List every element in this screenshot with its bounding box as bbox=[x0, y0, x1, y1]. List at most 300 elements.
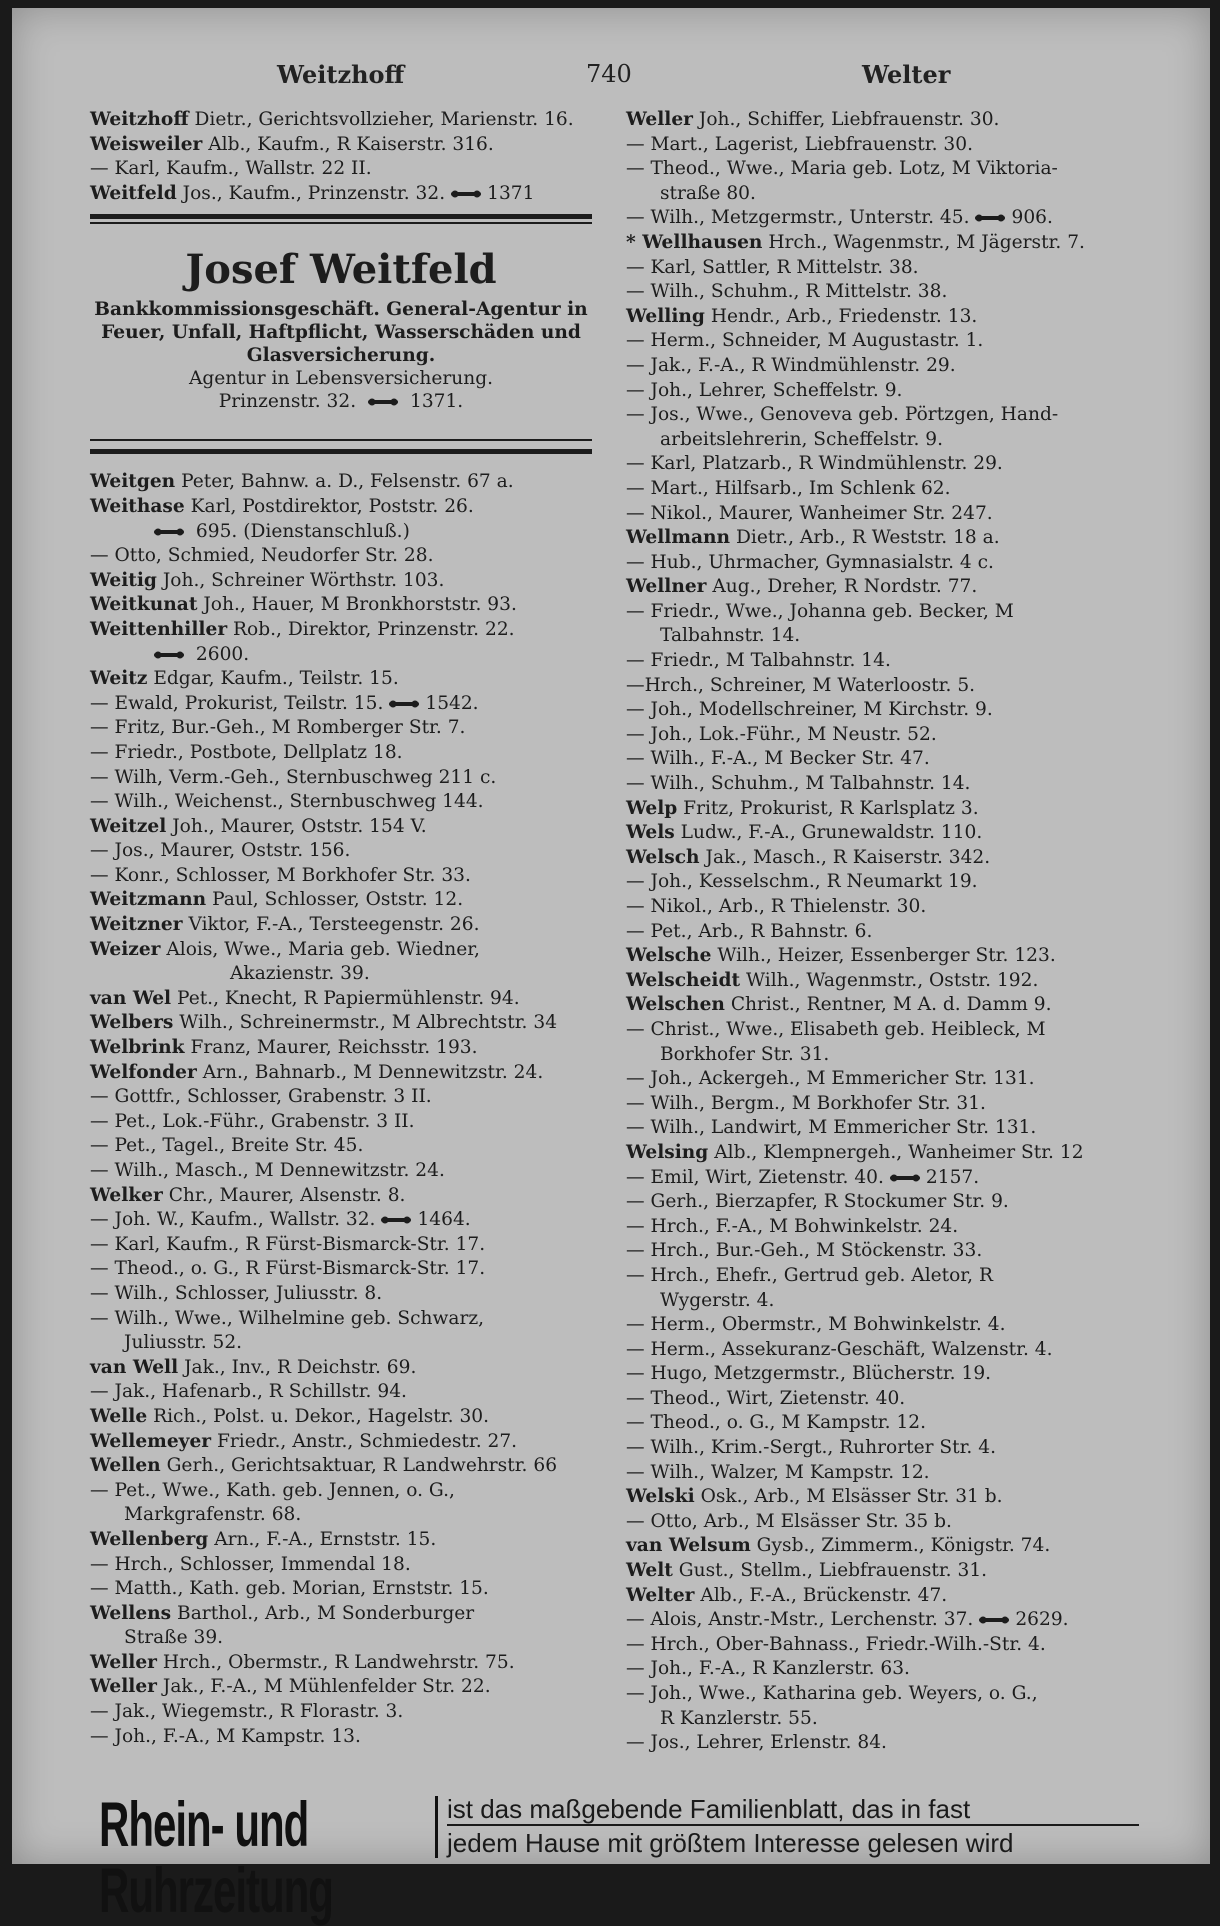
entry-surname: Weizer bbox=[90, 938, 161, 960]
directory-entry bbox=[626, 649, 1146, 674]
entry-details: Akazienstr. 39. bbox=[230, 963, 370, 985]
entry-details: Paul, Schlosser, Oststr. 12. bbox=[206, 889, 464, 911]
entry-details: — Mart., Lagerist, Liebfrauenstr. 30. bbox=[626, 133, 973, 155]
entry-details: 695. (Dienstanschluß.) bbox=[190, 520, 410, 542]
entry-surname: Weitfeld bbox=[90, 182, 177, 204]
directory-entry bbox=[626, 1731, 1146, 1756]
directory-entry bbox=[90, 987, 610, 1012]
entry-phone: 906. bbox=[1011, 207, 1053, 229]
directory-entry bbox=[626, 624, 1146, 649]
telephone-icon bbox=[973, 213, 1007, 223]
entry-details: — Emil, Wirt, Zietenstr. 40. bbox=[626, 1166, 884, 1188]
entry-surname: Weitgen bbox=[90, 471, 176, 493]
entry-details: Juliusstr. 52. bbox=[124, 1332, 243, 1354]
directory-entry bbox=[90, 1651, 610, 1676]
directory-entry bbox=[90, 1134, 610, 1159]
entry-details: Dietr., Gerichtsvollzieher, Marienstr. 16. bbox=[188, 109, 574, 130]
entry-surname: Wellens bbox=[90, 1602, 172, 1624]
entry-details: Viktor, F.-A., Tersteegenstr. 26. bbox=[182, 914, 480, 936]
entry-details: — Nikol., Arb., R Thielenstr. 30. bbox=[626, 896, 927, 917]
entry-surname: Weithase bbox=[90, 495, 185, 517]
entry-surname: Welski bbox=[626, 1486, 695, 1508]
entry-details: — Jos., Maurer, Oststr. 156. bbox=[90, 840, 351, 862]
directory-entry bbox=[90, 1208, 610, 1233]
entry-details: — Hrch., Schlosser, Immendal 18. bbox=[90, 1553, 411, 1575]
directory-entry bbox=[90, 133, 610, 158]
entry-details: — Joh. W., Kaufm., Wallstr. 32. bbox=[90, 1209, 376, 1231]
entry-surname: Welsing bbox=[626, 1141, 709, 1163]
entry-details: — Jak., Hafenarb., R Schillstr. 94. bbox=[90, 1381, 407, 1403]
entry-phone: 1542. bbox=[425, 692, 479, 714]
directory-entry bbox=[626, 551, 1146, 576]
entry-details: Jak., F.-A., M Mühlenfelder Str. 22. bbox=[156, 1676, 491, 1698]
entry-details: — Wilh., F.-A., M Becker Str. 47. bbox=[626, 748, 930, 770]
directory-entry bbox=[626, 1264, 1146, 1289]
entry-details: Chr., Maurer, Alsenstr. 8. bbox=[162, 1184, 406, 1206]
directory-entry bbox=[626, 1166, 1146, 1191]
directory-entry bbox=[626, 354, 1146, 379]
directory-entry bbox=[90, 1454, 610, 1479]
entry-surname: Weittenhiller bbox=[90, 618, 228, 640]
entry-details: — Wilh., Bergm., M Borkhofer Str. 31. bbox=[626, 1092, 986, 1114]
entry-surname: Weitkunat bbox=[90, 594, 198, 616]
directory-entry bbox=[626, 846, 1146, 871]
entry-details: — Friedr., Postbote, Dellplatz 18. bbox=[90, 741, 403, 763]
footer-line-1: ist das maßgebende Familienblatt, das in fast bbox=[447, 1794, 971, 1824]
entry-details: Jak., Masch., R Kaiserstr. 342. bbox=[699, 846, 991, 868]
entry-details: — Wilh, Verm.-Geh., Sternbuschweg 211 c. bbox=[90, 766, 497, 788]
directory-entry bbox=[90, 716, 610, 741]
telephone-icon bbox=[152, 650, 186, 660]
entry-details: Aug., Dreher, R Nordstr. 77. bbox=[706, 576, 978, 598]
entry-surname: van Well bbox=[90, 1356, 179, 1378]
directory-entry bbox=[90, 1233, 610, 1258]
directory-entry bbox=[626, 1707, 1146, 1732]
directory-entry bbox=[90, 544, 610, 569]
directory-entry bbox=[90, 569, 610, 594]
entry-details: Wilh., Schreinermstr., M Albrechtstr. 34 bbox=[173, 1012, 558, 1034]
entry-details: — Otto, Arb., M Elsässer Str. 35 b. bbox=[626, 1510, 952, 1532]
directory-entry bbox=[626, 944, 1146, 969]
entry-details: — Hrch., Ober-Bahnass., Friedr.-Wilh.-Str. 4. bbox=[626, 1633, 1046, 1655]
directory-entry bbox=[626, 1141, 1146, 1166]
directory-entry bbox=[90, 1307, 610, 1332]
directory-entry bbox=[626, 1485, 1146, 1510]
left-column bbox=[90, 108, 610, 1749]
entry-phone: 1371 bbox=[487, 182, 535, 204]
directory-entry bbox=[626, 452, 1146, 477]
directory-entry bbox=[90, 182, 610, 207]
entry-details: Rich., Polst. u. Dekor., Hagelstr. 30. bbox=[147, 1405, 490, 1427]
directory-entry bbox=[90, 913, 610, 938]
entry-surname: Wellner bbox=[626, 576, 707, 598]
entry-details: — Joh., Kesselschm., R Neumarkt 19. bbox=[626, 871, 978, 893]
entry-details: — Konr., Schlosser, M Borkhofer Str. 33. bbox=[90, 864, 471, 886]
telephone-icon bbox=[387, 699, 421, 709]
entry-details: — Fritz, Bur.-Geh., M Romberger Str. 7. bbox=[90, 717, 466, 739]
entry-details: Hrch., Wagenmstr., M Jägerstr. 7. bbox=[762, 231, 1085, 253]
entry-surname: Welbers bbox=[90, 1012, 174, 1034]
entry-details: Rob., Direktor, Prinzenstr. 22. bbox=[227, 618, 515, 640]
directory-entry bbox=[626, 747, 1146, 772]
entry-details: Jos., Kaufm., Prinzenstr. 32. bbox=[176, 182, 446, 204]
entry-details: — Theod., o. G., M Kampstr. 12. bbox=[626, 1412, 927, 1434]
entry-details: Friedr., Anstr., Schmiedestr. 27. bbox=[211, 1430, 518, 1452]
directory-entry bbox=[90, 864, 610, 889]
directory-entry bbox=[626, 231, 1146, 256]
entry-details: — Wilh., Landwirt, M Emmericher Str. 131. bbox=[626, 1117, 1037, 1139]
page-number: 740 bbox=[586, 60, 632, 88]
entry-details: — Joh., F.-A., R Kanzlerstr. 63. bbox=[626, 1658, 910, 1680]
entry-details: — Wilh., Schuhm., R Mittelstr. 38. bbox=[626, 281, 948, 303]
directory-entry bbox=[626, 133, 1146, 158]
entry-details: — Wilh., Walzer, M Kampstr. 12. bbox=[626, 1461, 930, 1483]
directory-entry bbox=[90, 1282, 610, 1307]
directory-entry bbox=[90, 1356, 610, 1381]
entry-details: — Hrch., Bur.-Geh., M Stöckenstr. 33. bbox=[626, 1240, 983, 1262]
entry-details: — Herm., Schneider, M Augustastr. 1. bbox=[626, 330, 984, 352]
directory-entry bbox=[626, 379, 1146, 404]
entry-surname: Welling bbox=[626, 305, 705, 327]
entry-details: — Joh., Modellschreiner, M Kirchstr. 9. bbox=[626, 699, 993, 721]
entry-details: Fritz, Prokurist, R Karlsplatz 3. bbox=[677, 797, 979, 819]
entry-details: — Joh., Wwe., Katharina geb. Weyers, o. G., bbox=[626, 1683, 1038, 1704]
entry-surname: Wellen bbox=[90, 1455, 161, 1477]
directory-entry bbox=[626, 182, 1146, 207]
entry-surname: Welp bbox=[626, 797, 678, 819]
entry-surname: Weller bbox=[90, 1651, 157, 1673]
entry-details: Wygerstr. 4. bbox=[660, 1289, 775, 1311]
directory-entry bbox=[626, 1239, 1146, 1264]
directory-entry bbox=[626, 698, 1146, 723]
entry-details: — Pet., Tagel., Breite Str. 45. bbox=[90, 1135, 364, 1157]
entry-surname: Wellmann bbox=[626, 527, 731, 549]
directory-entry bbox=[626, 206, 1146, 231]
telephone-icon bbox=[152, 527, 186, 537]
directory-entry bbox=[626, 1215, 1146, 1240]
directory-entry bbox=[626, 428, 1146, 453]
entry-details: — Theod., Wwe., Maria geb. Lotz, M Viktoria- bbox=[626, 158, 1058, 180]
directory-entry bbox=[90, 1479, 610, 1504]
entry-surname: Welschen bbox=[626, 994, 725, 1016]
entry-details: — Karl, Kaufm., Wallstr. 22 II. bbox=[90, 158, 372, 180]
directory-entry bbox=[90, 470, 610, 495]
ad-line-5 bbox=[90, 390, 592, 413]
entry-details: Straße 39. bbox=[124, 1627, 224, 1649]
entry-details: — Joh., F.-A., M Kampstr. 13. bbox=[90, 1725, 361, 1747]
directory-entry bbox=[90, 1430, 610, 1455]
directory-entry bbox=[90, 888, 610, 913]
directory-entry bbox=[626, 870, 1146, 895]
directory-entry bbox=[626, 723, 1146, 748]
entry-details: — Jak., F.-A., R Windmühlenstr. 29. bbox=[626, 354, 956, 376]
directory-entry bbox=[90, 1011, 610, 1036]
entry-details: Joh., Hauer, M Bronkhorststr. 93. bbox=[197, 594, 517, 616]
entry-details: Alois, Wwe., Maria geb. Wiedner, bbox=[160, 938, 480, 960]
directory-entry bbox=[626, 1633, 1146, 1658]
directory-entry bbox=[90, 495, 610, 520]
entry-details: — Ewald, Prokurist, Teilstr. 15. bbox=[90, 692, 384, 714]
ad-rule-top bbox=[90, 214, 592, 219]
entry-details: — Gottfr., Schlosser, Grabenstr. 3 II. bbox=[90, 1086, 432, 1108]
entry-details: Joh., Schreiner Wörthstr. 103. bbox=[156, 569, 445, 591]
directory-entry bbox=[626, 526, 1146, 551]
advertisement bbox=[90, 214, 610, 454]
telephone-icon bbox=[449, 189, 483, 199]
ad-line-4: Agentur in Lebensversicherung. bbox=[188, 368, 494, 390]
entry-surname: Welfonder bbox=[90, 1061, 197, 1083]
entry-details: — Wilh., Weichenst., Sternbuschweg 144. bbox=[90, 791, 484, 813]
directory-entry bbox=[626, 1190, 1146, 1215]
entry-details: Edgar, Kaufm., Teilstr. 15. bbox=[147, 668, 399, 690]
telephone-icon bbox=[379, 1215, 413, 1225]
directory-entry bbox=[90, 520, 610, 545]
directory-entry bbox=[626, 1559, 1146, 1584]
entry-details: — Jos., Wwe., Genoveva geb. Pörtzgen, Hand- bbox=[626, 404, 1059, 426]
entry-details: —Hrch., Schreiner, M Waterloostr. 5. bbox=[626, 674, 976, 696]
entry-details: Jak., Inv., R Deichstr. 69. bbox=[178, 1356, 417, 1378]
directory-entry bbox=[90, 643, 610, 668]
entry-details: Gysb., Zimmerm., Königstr. 74. bbox=[750, 1535, 1051, 1557]
entry-phone: 2629. bbox=[1015, 1609, 1069, 1631]
entry-surname: Weitzner bbox=[90, 914, 183, 936]
directory-entry bbox=[626, 477, 1146, 502]
entry-details: — Wilh., Masch., M Dennewitzstr. 24. bbox=[90, 1160, 445, 1181]
entry-phone: 2157. bbox=[925, 1166, 980, 1188]
entry-surname: Welker bbox=[90, 1184, 163, 1206]
directory-entry bbox=[90, 1184, 610, 1209]
ad-rule-bottom-thin bbox=[90, 439, 592, 441]
entry-details: Arn., F.-A., Ernststr. 15. bbox=[208, 1528, 437, 1550]
directory-entry bbox=[90, 1085, 610, 1110]
directory-entry bbox=[626, 821, 1146, 846]
directory-entry bbox=[626, 772, 1146, 797]
entry-details: — Joh., Lehrer, Scheffelstr. 9. bbox=[626, 379, 903, 401]
entry-details: Gerh., Gerichtsaktuar, R Landwehrstr. 66 bbox=[160, 1455, 558, 1477]
telephone-icon bbox=[888, 1173, 922, 1183]
directory-entry bbox=[90, 667, 610, 692]
directory-entry bbox=[626, 797, 1146, 822]
entry-details: — Friedr., M Talbahnstr. 14. bbox=[626, 650, 891, 672]
entry-details: — Wilh., Wwe., Wilhelmine geb. Schwarz, bbox=[90, 1307, 485, 1329]
entry-details: — Joh., Lok.-Führ., M Neustr. 52. bbox=[626, 723, 937, 745]
directory-entry bbox=[90, 1405, 610, 1430]
entry-details: — Hub., Uhrmacher, Gymnasialstr. 4 c. bbox=[626, 551, 994, 573]
entry-details: Hendr., Arb., Friedenstr. 13. bbox=[704, 305, 978, 327]
directory-entry bbox=[90, 618, 610, 643]
entry-details: — Karl, Kaufm., R Fürst-Bismarck-Str. 17. bbox=[90, 1233, 486, 1255]
entry-details: — Mart., Hilfsarb., Im Schlenk 62. bbox=[626, 477, 951, 499]
directory-entry bbox=[90, 108, 610, 133]
entry-details: Ludw., F.-A., Grunewaldstr. 110. bbox=[674, 822, 983, 844]
entry-details: — Pet., Arb., R Bahnstr. 6. bbox=[626, 920, 873, 942]
directory-entry bbox=[626, 1092, 1146, 1117]
directory-entry bbox=[90, 1528, 610, 1553]
directory-entry bbox=[626, 1387, 1146, 1412]
entry-details: — Nikol., Maurer, Wanheimer Str. 247. bbox=[626, 502, 993, 524]
header-right-keyword: Welter bbox=[862, 60, 951, 89]
entry-details: Peter, Bahnw. a. D., Felsenstr. 67 a. bbox=[175, 471, 514, 493]
directory-entry bbox=[90, 741, 610, 766]
entry-details: Joh., Maurer, Oststr. 154 V. bbox=[166, 815, 427, 837]
ad-phone: 1371. bbox=[409, 391, 464, 413]
directory-entry bbox=[626, 1116, 1146, 1141]
entry-details: — Joh., Ackergeh., M Emmericher Str. 131. bbox=[626, 1068, 1035, 1090]
right-column bbox=[626, 108, 1146, 1756]
directory-entry bbox=[626, 1608, 1146, 1633]
directory-entry bbox=[626, 403, 1146, 428]
entry-details: — Pet., Lok.-Führ., Grabenstr. 3 II. bbox=[90, 1110, 415, 1132]
entry-details: R Kanzlerstr. 55. bbox=[660, 1707, 818, 1729]
telephone-icon bbox=[366, 397, 400, 407]
entry-details: — Theod., Wirt, Zietenstr. 40. bbox=[626, 1387, 906, 1409]
directory-entry bbox=[626, 280, 1146, 305]
ad-title: Josef Weitfeld bbox=[185, 246, 497, 294]
directory-entry bbox=[626, 1362, 1146, 1387]
directory-entry bbox=[90, 790, 610, 815]
entry-surname: Weller bbox=[90, 1676, 157, 1698]
ad-address: Prinzenstr. 32. bbox=[218, 391, 357, 413]
directory-entry bbox=[626, 108, 1146, 133]
entry-surname: Welsche bbox=[626, 945, 712, 967]
entry-surname: Weitzmann bbox=[90, 889, 207, 911]
entry-surname: Weisweiler bbox=[90, 133, 203, 155]
ad-line-3: Glasversicherung. bbox=[246, 345, 436, 367]
directory-entry bbox=[90, 1380, 610, 1405]
entry-details: — Jak., Wiegemstr., R Florastr. 3. bbox=[90, 1701, 404, 1723]
entry-details: — Alois, Anstr.-Mstr., Lerchenstr. 37. bbox=[626, 1609, 974, 1631]
entry-details: Arn., Bahnarb., M Dennewitzstr. 24. bbox=[196, 1061, 544, 1083]
footer-line-2: jedem Hause mit größtem Interesse gelesen wird bbox=[447, 1828, 1014, 1858]
directory-entry bbox=[626, 1338, 1146, 1363]
entry-surname: Welbrink bbox=[90, 1037, 185, 1059]
left-entries-bottom bbox=[90, 470, 610, 1749]
entry-details: Markgrafenstr. 68. bbox=[124, 1504, 302, 1526]
entry-details: — Herm., Assekuranz-Geschäft, Walzenstr. 4. bbox=[626, 1338, 1053, 1360]
left-entries-top bbox=[90, 108, 610, 206]
directory-page bbox=[12, 8, 1210, 1926]
directory-entry bbox=[626, 305, 1146, 330]
directory-entry bbox=[626, 1018, 1146, 1043]
entry-surname: Wels bbox=[626, 822, 675, 844]
directory-entry bbox=[90, 766, 610, 791]
entry-surname: Welsch bbox=[626, 846, 700, 868]
directory-entry bbox=[90, 962, 610, 987]
entry-details: — Christ., Wwe., Elisabeth geb. Heibleck, M bbox=[626, 1018, 1046, 1040]
directory-entry bbox=[626, 1289, 1146, 1314]
entry-phone: 1464. bbox=[417, 1209, 471, 1231]
directory-entry bbox=[90, 1626, 610, 1651]
ad-line-2: Feuer, Unfall, Haftpflicht, Wasserschäden und bbox=[101, 322, 581, 344]
entry-surname: Weitzhoff bbox=[90, 109, 189, 130]
directory-entry bbox=[90, 1331, 610, 1356]
directory-entry bbox=[90, 1159, 610, 1184]
entry-surname: Welscheidt bbox=[626, 969, 741, 991]
ad-line-1: Bankkommissionsgeschäft. General-Agentur in bbox=[94, 299, 588, 321]
entry-details: Barthol., Arb., M Sonderburger bbox=[171, 1602, 475, 1624]
footer-rule bbox=[447, 1824, 1139, 1826]
directory-entry bbox=[90, 1503, 610, 1528]
entry-details: Pet., Knecht, R Papiermühlenstr. 94. bbox=[171, 987, 520, 1009]
footer-brand: Rhein- und Ruhrzeitung bbox=[99, 1789, 333, 1926]
directory-entry bbox=[626, 329, 1146, 354]
directory-entry bbox=[626, 1313, 1146, 1338]
entry-details: — Jos., Lehrer, Erlenstr. 84. bbox=[626, 1732, 887, 1754]
entry-surname: Weitzel bbox=[90, 815, 167, 837]
directory-entry bbox=[626, 502, 1146, 527]
directory-entry bbox=[90, 815, 610, 840]
directory-entry bbox=[90, 1061, 610, 1086]
directory-entry bbox=[90, 938, 610, 963]
entry-surname: van Wel bbox=[90, 987, 172, 1009]
entry-details: — Karl, Sattler, R Mittelstr. 38. bbox=[626, 256, 919, 278]
ad-rule-top-thin bbox=[90, 222, 592, 224]
entry-details: — Wilh., Schlosser, Juliusstr. 8. bbox=[90, 1282, 383, 1304]
directory-entry bbox=[626, 1510, 1146, 1535]
entry-details: Alb., Klempnergeh., Wanheimer Str. 12 bbox=[708, 1141, 1084, 1163]
entry-surname: Welle bbox=[90, 1405, 148, 1427]
entry-details: — Wilh., Krim.-Sergt., Ruhrorter Str. 4. bbox=[626, 1437, 996, 1459]
entry-details: Franz, Maurer, Reichsstr. 193. bbox=[184, 1037, 478, 1059]
entry-details: — Otto, Schmied, Neudorfer Str. 28. bbox=[90, 545, 434, 567]
directory-entry bbox=[626, 1682, 1146, 1707]
directory-entry bbox=[90, 1110, 610, 1135]
directory-entry bbox=[90, 1036, 610, 1061]
entry-surname: Weitig bbox=[90, 569, 157, 591]
entry-details: Karl, Postdirektor, Poststr. 26. bbox=[184, 495, 474, 517]
entry-details: Dietr., Arb., R Weststr. 18 a. bbox=[730, 527, 1000, 549]
directory-entry bbox=[90, 1553, 610, 1578]
directory-entry bbox=[90, 1257, 610, 1282]
directory-entry bbox=[626, 1043, 1146, 1068]
directory-entry bbox=[626, 920, 1146, 945]
entry-surname: van Welsum bbox=[626, 1535, 751, 1557]
directory-entry bbox=[626, 1584, 1146, 1609]
directory-entry bbox=[90, 157, 610, 182]
directory-entry bbox=[90, 1725, 610, 1750]
directory-entry bbox=[90, 839, 610, 864]
entry-details: — Friedr., Wwe., Johanna geb. Becker, M bbox=[626, 600, 1014, 622]
directory-entry bbox=[626, 1436, 1146, 1461]
directory-entry bbox=[90, 593, 610, 618]
entry-details: — Theod., o. G., R Fürst-Bismarck-Str. 17. bbox=[90, 1258, 486, 1280]
entry-details: — Gerh., Bierzapfer, R Stockumer Str. 9. bbox=[626, 1191, 1009, 1213]
entry-surname: * Wellhausen bbox=[626, 231, 763, 253]
directory-entry bbox=[90, 692, 610, 717]
entry-details: arbeitslehrerin, Scheffelstr. 9. bbox=[660, 428, 944, 450]
entry-details: Alb., Kaufm., R Kaiserstr. 316. bbox=[202, 133, 494, 155]
ad-rule-bottom bbox=[90, 449, 592, 454]
entry-details: Joh., Schiffer, Liebfrauenstr. 30. bbox=[692, 109, 1000, 130]
directory-entry bbox=[626, 969, 1146, 994]
entry-details: Borkhofer Str. 31. bbox=[660, 1043, 830, 1065]
directory-entry bbox=[626, 674, 1146, 699]
footer-divider bbox=[435, 1796, 438, 1858]
entry-surname: Welt bbox=[626, 1560, 673, 1582]
entry-surname: Wellemeyer bbox=[90, 1430, 212, 1452]
entry-details: Hrch., Obermstr., R Landwehrstr. 75. bbox=[156, 1651, 515, 1673]
directory-entry bbox=[626, 256, 1146, 281]
directory-entry bbox=[626, 1461, 1146, 1486]
entry-surname: Wellenberg bbox=[90, 1528, 209, 1550]
entry-surname: Welter bbox=[626, 1584, 695, 1606]
directory-entry bbox=[90, 1577, 610, 1602]
entry-details: — Pet., Wwe., Kath. geb. Jennen, o. G., bbox=[90, 1479, 455, 1501]
entry-details: Talbahnstr. 14. bbox=[660, 625, 801, 647]
entry-details: — Hrch., Ehefr., Gertrud geb. Aletor, R bbox=[626, 1264, 993, 1286]
entry-details: Gust., Stellm., Liebfrauenstr. 31. bbox=[672, 1560, 988, 1582]
telephone-icon bbox=[977, 1615, 1011, 1625]
